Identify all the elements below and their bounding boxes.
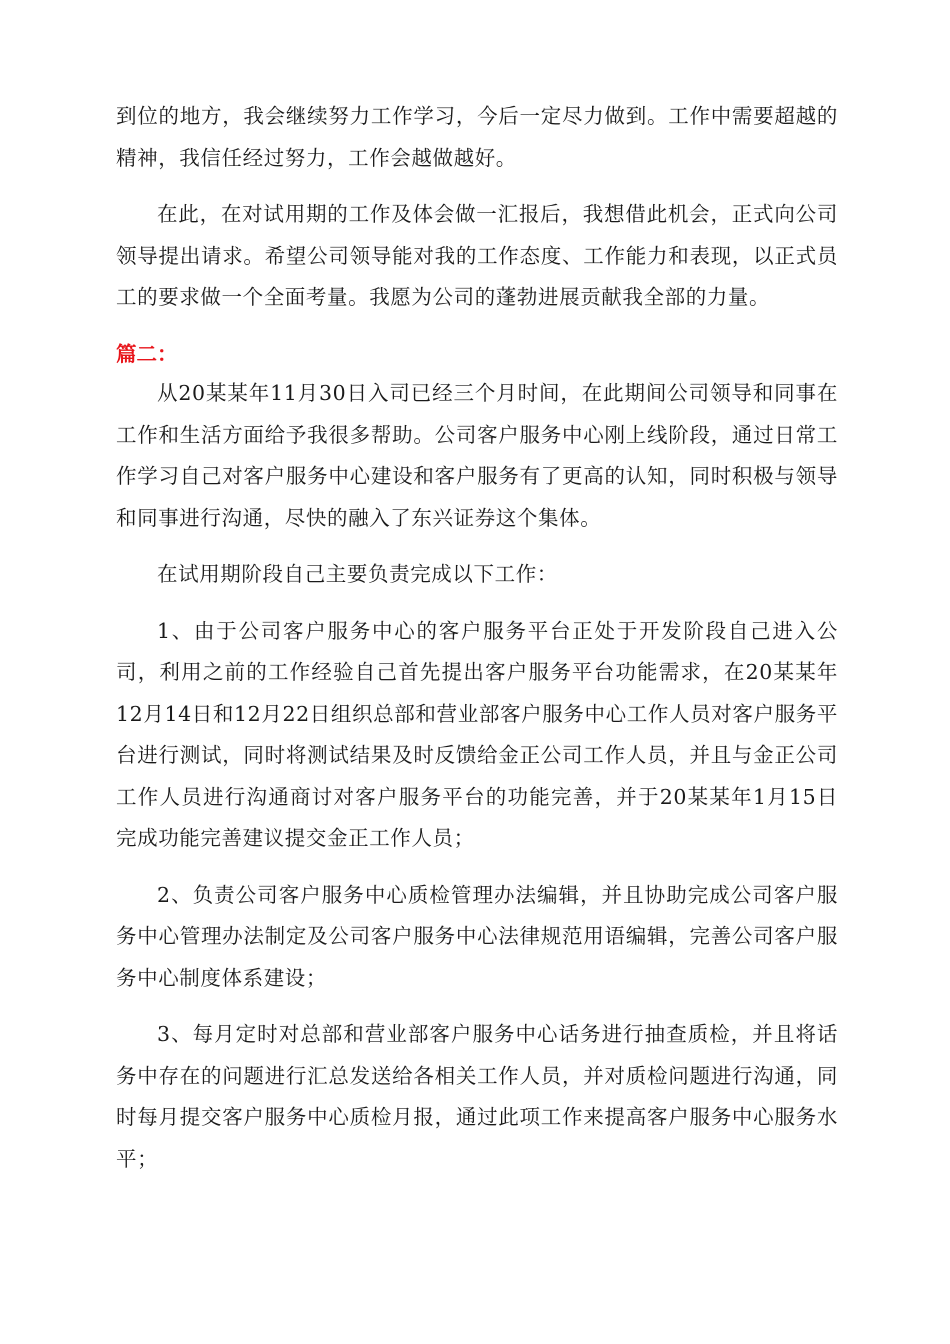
section-heading: 篇二： (116, 341, 178, 366)
paragraph-request: 在此，在对试用期的工作及体会做一汇报后，我想借此机会，正式向公司领导提出请求。希望公司领导能对我的工作态度、工作能力和表现，以正式员工的要求做一个全面考量。我愿为公司的蓬勃进展贡献我全部的力量。 (116, 202, 838, 309)
paragraph-item-2: 2、负责公司客户服务中心质检管理办法编辑，并且协助完成公司客户服务中心管理办法制定及公司客户服务中心法律规范用语编辑，完善公司客户服务中心制度体系建设； (116, 882, 838, 990)
paragraph-work-list-intro: 在试用期阶段自己主要负责完成以下工作： (157, 562, 558, 586)
paragraph-item-3: 3、每月定时对总部和营业部客户服务中心话务进行抽查质检，并且将话务中存在的问题进行汇总发送给各相关工作人员，并对质检问题进行沟通，同时每月提交客户服务中心质检月报，通过此项工作来提高客户服务中心服务水平； (116, 1022, 838, 1171)
paragraph-item-1: 1、由于公司客户服务中心的客户服务平台正处于开发阶段自己进入公司，利用之前的工作经验自己首先提出客户服务平台功能需求，在20某某年12月14日和12月22日组织总部和营业部客户服务中心工作人员对客户服务平台进行测试，同时将测试结果及时反馈给金正公司工作人员，并且与金正公司工作人员进行沟通商讨对客户服务平台的功能完善，并于20某某年1月15日完成功能完善建议提交金正工作人员； (116, 618, 838, 850)
paragraph-continuation: 到位的地方，我会继续努力工作学习，今后一定尽力做到。工作中需要超越的精神，我信任经过努力，工作会越做越好。 (116, 104, 838, 170)
paragraph-intro: 从20某某年11月30日入司已经三个月时间，在此期间公司领导和同事在工作和生活方面给予我很多帮助。公司客户服务中心刚上线阶段，通过日常工作学习自己对客户服务中心建设和客户服务有了更高的认知，同时积极与领导和同事进行沟通，尽快的融入了东兴证券这个集体。 (116, 381, 838, 530)
document-page (116, 96, 838, 1180)
